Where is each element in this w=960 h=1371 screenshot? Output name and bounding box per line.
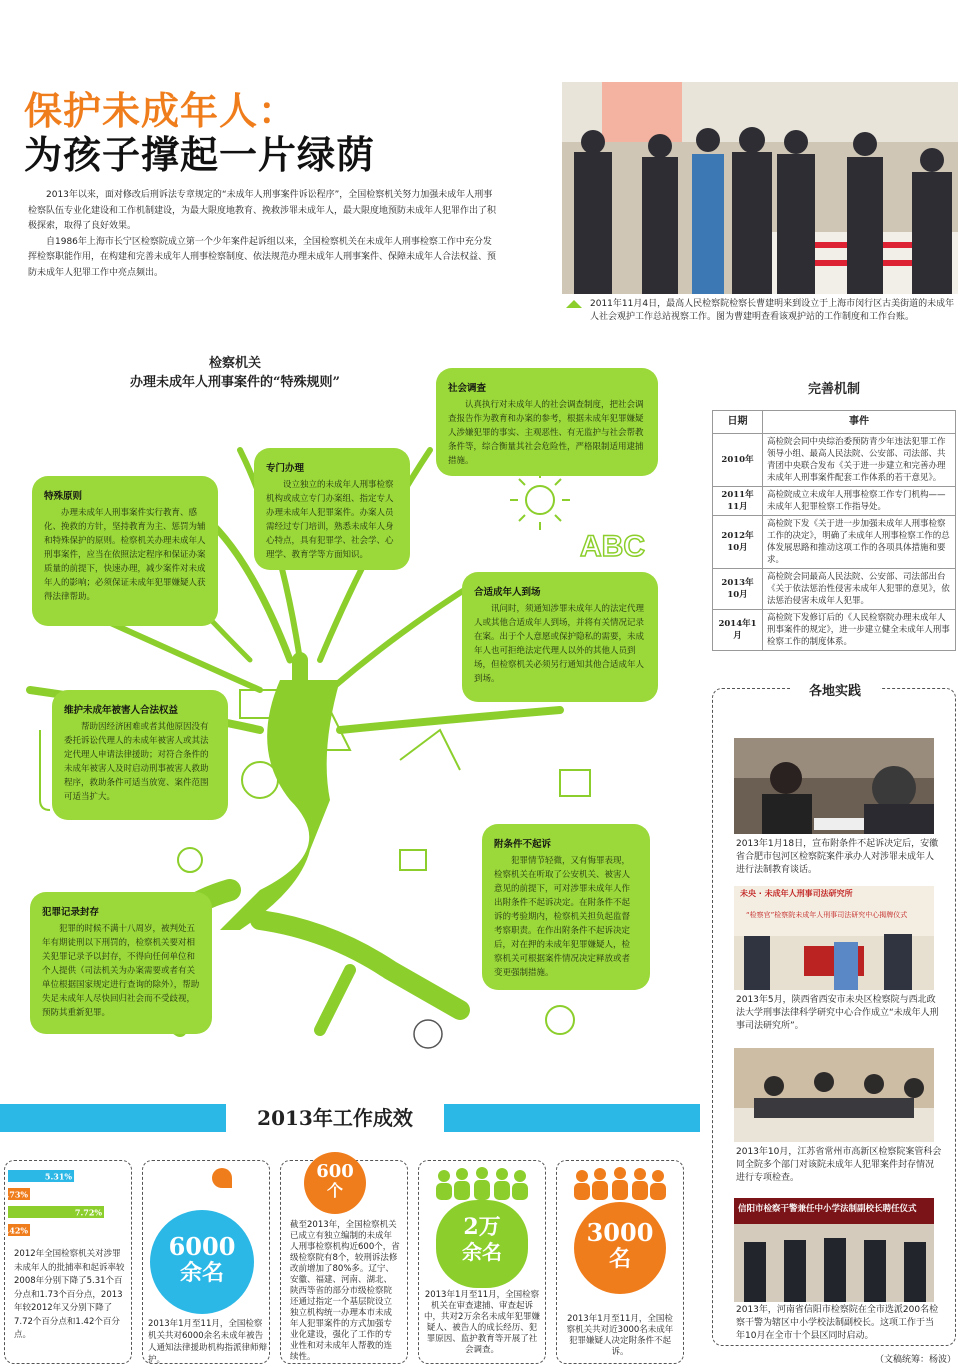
row-date: 2010年 (713, 434, 763, 487)
row-event: 高检院会同中央综治委预防青少年违法犯罪工作领导小组、最高人民法院、公安部、司法部、共青团中央联合发布《关于进一步建立和完善办理未成年人刑事案件配套工作体系的若干意见》。 (763, 434, 956, 487)
practice-banner-2: 未央 · 未成年人刑事司法研究所 (740, 889, 853, 898)
box-zhuanmen (254, 448, 410, 570)
row-date: 2011年11月 (713, 487, 763, 516)
row-date: 2014年1月 (713, 610, 763, 651)
mechanism-table (712, 410, 956, 651)
intro-paragraph-1: 2013年以来，面对修改后刑诉法专章规定的“未成年人刑事案件诉讼程序”，全国检察机关努力加强未成年人刑事检察队伍专业化建设和工作机制建设，为最大限度地教育、挽救涉罪未成年人，最大限度地预防未成年人犯罪作出了积极探索，取得了良好效果。 (28, 190, 497, 231)
box-teshu-text: 办理未成年人刑事案件实行教育、感化、挽救的方针，坚持教育为主、惩罚为辅和特殊保护的原则。检察机关办理未成年人刑事案件，应当在依照法定程序和保证办案质量的前提下，快速办理，减少案件对未成年人的影响；必须保证未成年犯罪嫌疑人获得法律帮助。 (44, 508, 206, 602)
rate-bar-label: 1.73% (0, 1189, 28, 1200)
people-crowd-icon (570, 1166, 670, 1200)
stat1-big1: 6000 (168, 1232, 236, 1261)
caption-triangle-icon (566, 300, 582, 308)
box-heshi (462, 572, 658, 702)
box-zhuanmen-title: 专门办理 (266, 463, 305, 474)
row-event: 高检院成立未成年人刑事检察工作专门机构——未成年人犯罪检察工作指导处。 (763, 487, 956, 516)
box-weihu-title: 维护未成年被害人合法权益 (64, 705, 179, 716)
practice-caption-1: 2013年1月18日，宣布附条件不起诉决定后，安徽省合肥市包河区检察院案件承办人对涉罪未成年人进行法制教育谈话。 (736, 839, 939, 875)
box-fanzui-text: 犯罪的时候不满十八周岁，被判处五年有期徒刑以下刑罚的，检察机关要对相关犯罪记录予以封存，不得向任何单位和个人提供（司法机关为办案需要或者有关单位根据国家规定进行查询的除外），帮助失足未成年人尽快回归社会而不受歧视，预防其重新犯罪。 (42, 924, 200, 1018)
box-fu-title: 附条件不起诉 (494, 839, 552, 850)
table-row (713, 487, 956, 516)
box-heshi-text: 讯问时，须通知涉罪未成年人的法定代理人或其他合适成年人到场，并将有关情况记录在案。出于个人意愿或保护隐私的需要，未成年人也可拒绝法定代理人以外的其他人员到场，但检察机关必须另行通知其他合适成年人到场。 (474, 604, 645, 684)
box-fu-text: 犯罪情节轻微，又有悔罪表现，检察机关在听取了公安机关、被害人意见的前提下，可对涉罪未成年人作出附条件不起诉决定。在附条件不起诉的考验期内，检察机关担负起监督考察职责。在作出附条件不起诉决定后，对在押的未成年犯罪嫌疑人，检察机关可根据案件情况决定释放或者变更强制措施。 (494, 856, 631, 978)
girl-bun-icon (212, 1168, 232, 1188)
title-line-2: 为孩子撑起一片绿荫 (24, 133, 376, 177)
practice-caption-4: 2013年，河南省信阳市检察院在全市选派200名检察干警为辖区中小学校法制副校长。这项工作于当年10月在全市十个县区同时启动。 (736, 1305, 939, 1341)
col-event: 事件 (763, 411, 956, 434)
practice-banner-4: 信阳市检察干警兼任中小学法制副校长聘任仪式 (738, 1204, 917, 1214)
stat2-circle (304, 1152, 366, 1214)
box-weihu-text: 帮助因经济困难或者其他原因没有委托诉讼代理人的未成年被害人或其法定代理人申请法律援助；对符合条件的未成年被害人及时启动刑事被害人救助程序，救助条件可适当放宽、案件范围可适当扩大。 (64, 722, 209, 802)
intro-text (28, 188, 496, 281)
practice-caption-2: 2013年5月，陕西省西安市未央区检察院与西北政法大学刑事法律科学研究中心合作成立“未成年人刑事司法研究所”。 (736, 995, 939, 1031)
box-zhuanmen-text: 设立独立的未成年人刑事检察机构或成立专门办案组、指定专人办理未成年人犯罪案件。办案人员需经过专门培训，熟悉未成年人身心特点，具有犯罪学、社会学、心理学、教育学等方面知识。 (266, 480, 394, 560)
top-photo-caption: 2011年11月4日，最高人民检察院检察长曹建明来到设立于上海市闵行区古美街道的未成年人社会观护工作总站视察工作。图为曹建明查看该观护站的工作制度和工作台账。 (590, 299, 955, 322)
results-title: 2013年工作成效 (226, 1100, 444, 1136)
stat3-circle (436, 1200, 528, 1288)
rate-bar-label: 1.42% (0, 1225, 28, 1236)
stat4-circle (574, 1202, 666, 1294)
rate-bar-label: 7.72% (74, 1207, 102, 1218)
credit: （文稿统筹：杨波） (874, 1355, 956, 1365)
box-heshi-title: 合适成年人到场 (474, 587, 541, 598)
mechanism-title: 完善机制 (807, 382, 860, 397)
table-header-row (713, 411, 956, 434)
box-weihu (52, 690, 228, 820)
practice-photo-3 (734, 1048, 934, 1142)
stat1-circle (150, 1210, 254, 1314)
intro-paragraph-2: 自1986年上海市长宁区检察院成立第一个少年案件起诉组以来，全国检察机关在未成年人刑事检察工作中充分发挥检察职能作用，在构建和完善未成年人刑事检察制度、依法规范办理未成年人刑事案件、保障未成年人合法权益、预防未成年人犯罪工作中亮点频出。 (28, 236, 497, 278)
top-photo (562, 82, 958, 294)
stat1-big2: 余名 (179, 1260, 224, 1286)
stat2-big2: 个 (326, 1181, 343, 1200)
box-fanzui-title: 犯罪记录封存 (42, 907, 100, 918)
stat1-text: 2013年1月至11月，全国检察机关共对6000余名未成年被告人通知法律援助机构指派律师辩护。 (148, 1319, 268, 1365)
box-shehui (436, 368, 658, 476)
box-fanzui (30, 892, 212, 1034)
abc-letters: ABC (580, 530, 645, 563)
col-date: 日期 (713, 411, 763, 434)
rate-bars (0, 1166, 128, 1242)
table-row (713, 434, 956, 487)
bar-text: 2012年全国检察机关对涉罪未成年人的批捕率和起诉率较2008年分别下降了5.31个百分点和1.73个百分点，2013年较2012年又分别下降了7.72个百分点和1.42个百分点。 (14, 1249, 125, 1340)
practice-photo-1 (734, 738, 934, 834)
table-row (713, 516, 956, 569)
practice-sub-2: “检察官”检察院未成年人刑事司法研究中心揭牌仪式 (746, 911, 908, 919)
title-line-1: 保护未成年人： (24, 89, 298, 133)
top-photo-image (562, 82, 958, 294)
stat3-big1: 2万 (463, 1214, 501, 1240)
box-shehui-title: 社会调查 (448, 383, 487, 394)
practice-caption-3: 2013年10月，江苏省常州市高新区检察院案管科会同全院多个部门对该院未成年人犯罪案件封存情况进行专项检查。 (736, 1147, 942, 1183)
row-event: 高检院下发修订后的《人民检察院办理未成年人刑事案件的规定》，进一步建立健全未成年人刑事检察工作的制度体系。 (763, 610, 956, 651)
row-date: 2012年10月 (713, 516, 763, 569)
row-event: 高检院下发《关于进一步加强未成年人刑事检察工作的决定》，明确了未成年人刑事检察工作的总体发展思路和推动这项工作的各项具体措施和要求。 (763, 516, 956, 569)
box-shehui-text: 认真执行对未成年人的社会调查制度，把社会调查报告作为教育和办案的参考，根据未成年犯罪嫌疑人涉嫌犯罪的事实、主观恶性、有无监护与社会帮教条件等，综合衡量其社会危险性，严格限制适用逮捕措施。 (448, 400, 644, 466)
box-teshu (32, 476, 218, 626)
practice-photo-2 (734, 886, 934, 990)
row-date: 2013年10月 (713, 569, 763, 610)
people-group-icon (432, 1166, 532, 1200)
stat2-text: 截至2013年，全国检察机关已成立有独立编制的未成年人刑事检察机构近600个，省级检察院有8个，较刑诉法修改前增加了80%多。辽宁、安徽、福建、河南、湖北、陕西等省的部分市级检察院还通过指定一个基层院设立独立机构统一办理本市未成年人犯罪案件的方式加强专业化建设，强化了工作的专业性和对未成年人帮教的连续性。 (290, 1220, 400, 1362)
row-event: 高检院会同最高人民法院、公安部、司法部出台《关于依法惩治性侵害未成年人犯罪的意见》，依法惩治侵害未成年人犯罪。 (763, 569, 956, 610)
table-row (713, 569, 956, 610)
box-teshu-title: 特殊原则 (44, 491, 83, 502)
stat2-big1: 600 (316, 1161, 354, 1182)
stat4-text: 2013年1月至11月，全国检察机关共对近3000名未成年犯罪嫌疑人决定附条件不起诉。 (566, 1314, 674, 1357)
practice-title: 各地实践 (790, 680, 880, 699)
stat4-big1: 3000 (586, 1218, 654, 1247)
stat4-big2: 名 (608, 1246, 631, 1272)
tree-title-2: 办理未成年人刑事案件的“特殊规则” (130, 375, 340, 390)
tree-title-1: 检察机关 (208, 356, 261, 371)
rate-bar-label: 5.31% (44, 1171, 73, 1182)
stat3-text: 2013年1月至11月，全国检察机关在审查逮捕、审查起诉中，共对2万余名未成年犯罪嫌疑人、被告人的成长经历、犯罪原因、监护教育等开展了社会调查。 (424, 1290, 540, 1355)
table-row (713, 610, 956, 651)
box-fu (482, 824, 650, 990)
stat3-big2: 余名 (462, 1240, 502, 1264)
